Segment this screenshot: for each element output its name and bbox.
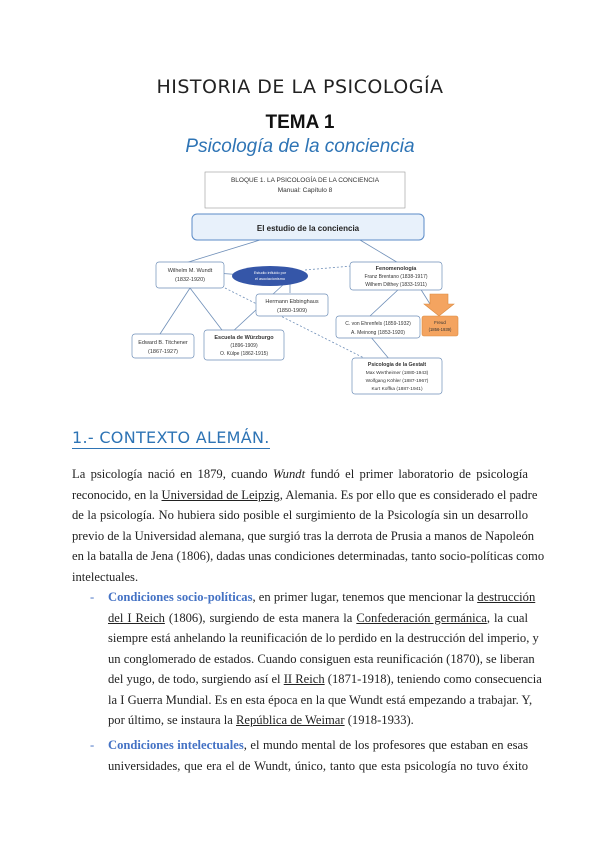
node-meinong: A. Meinong (1853-1920) [351, 330, 405, 336]
node-asociacionismo-1: Estudio influido por [253, 271, 287, 275]
bullet-dash-2: - [90, 738, 95, 752]
tema-subtitle: Psicología de la conciencia [185, 136, 415, 157]
document-title: HISTORIA DE LA PSICOLOGÍA [156, 76, 444, 98]
intro-line-3: de la psicología. No hubiera sido posible el surgimiento de la Psicología sin un desarrollo [72, 508, 528, 522]
leipzig-link: Universidad de Leipzig [161, 487, 280, 502]
label-intelectuales: Condiciones intelectuales [108, 738, 244, 752]
label-sociopoliticas: Condiciones socio-políticas [108, 590, 253, 604]
node-wurzburgo: Escuela de Würzburgo [214, 335, 274, 341]
node-ebbinghaus: Hermann Ebbinghaus [265, 299, 319, 305]
intro-line-1: La psicología nació en 1879, cuando Wundt fundó el primer laboratorio de psicología [72, 467, 528, 481]
node-dilthey: Wilhem Dilthey (1833-1911) [365, 282, 427, 288]
intro-paragraph [72, 464, 545, 587]
bullet-sociopoliticas: Condiciones socio-políticas, en primer lugar, tenemos que mencionar la destrucción del I Reich (1806), surgiendo de esta manera la Confederación germánica, la cual siempre está anhelando la reunificación de lo perdido en la destrucción del imperio, y un conglomerado de estados. Cuando consiguen esta reunificación (1870), se liberan del yugo, de todo, surgiendo así el II Reich (1871-1918), teniendo como consecuencia la I Guerra Mundial. Es en esta época en la que Wundt está empezando a trabajar. Y, por último, se instaura la República de Weimar (1918-1933). [108, 590, 542, 727]
node-brentano: Franz Brentano (1838-1917) [364, 274, 428, 280]
node-kohler: Wolfgang Köhler (1887-1967) [365, 379, 429, 384]
node-kulpe: O. Külpe (1862-1915) [219, 351, 269, 357]
bullet-dash-1: - [90, 590, 95, 604]
concept-diagram [130, 168, 490, 396]
node-freud: Freud [434, 320, 446, 325]
node-ehrenfels: C. von Ehrenfels (1859-1932) [345, 321, 411, 327]
intro-line-5: en la batalla de Jena (1806), dadas unas condiciones determinadas, tanto socio-políticas como [72, 549, 545, 563]
node-fenomenologia: Fenomenología [375, 266, 417, 272]
intro-line-4: previo de la Universidad alemana, que surgió tras la derrota de Prusia a manos de Napoleón [72, 528, 535, 543]
node-titchener: Edward B. Titchener [138, 340, 188, 346]
intro-line-2: reconocido, en la Universidad de Leipzig, Alemania. Es por ello que es considerado el padre [72, 487, 538, 502]
node-titchener-dates: (1867-1927) [148, 349, 178, 355]
diagram-root: El estudio de la conciencia [256, 224, 360, 233]
bloque-title: BLOQUE 1. LA PSICOLOGÍA DE LA CONCIENCIA [230, 177, 380, 184]
bloque-manual: Manual: Capítulo 8 [277, 187, 333, 194]
node-gestalt: Psicología de la Gestalt [367, 362, 427, 368]
intro-line-6: intelectuales. [72, 569, 139, 584]
node-freud-dates: (1856-1939) [428, 327, 452, 332]
node-wertheimer: Max Wertheimer (1880-1943) [365, 371, 429, 376]
node-wundt-dates: (1832-1920) [175, 277, 205, 283]
node-koffka: Kurt Koffka (1887-1941) [371, 387, 423, 392]
node-asociacionismo-2: el asociacionismo [255, 277, 285, 281]
tema-heading: TEMA 1 [265, 112, 335, 133]
node-wundt-name: Wilhelm M. Wundt [167, 268, 213, 274]
bullet-intelectuales: Condiciones intelectuales, el mundo mental de los profesores que estaban en esas universidades, que era el de Wundt, único, tanto que esta psicología no tuvo éxito [108, 738, 528, 773]
node-wurzburgo-dates: (1896-1909) [230, 343, 258, 349]
node-ebbinghaus-dates: (1850-1909) [277, 308, 307, 314]
section-heading: 1.- CONTEXTO ALEMÁN. [72, 428, 270, 447]
